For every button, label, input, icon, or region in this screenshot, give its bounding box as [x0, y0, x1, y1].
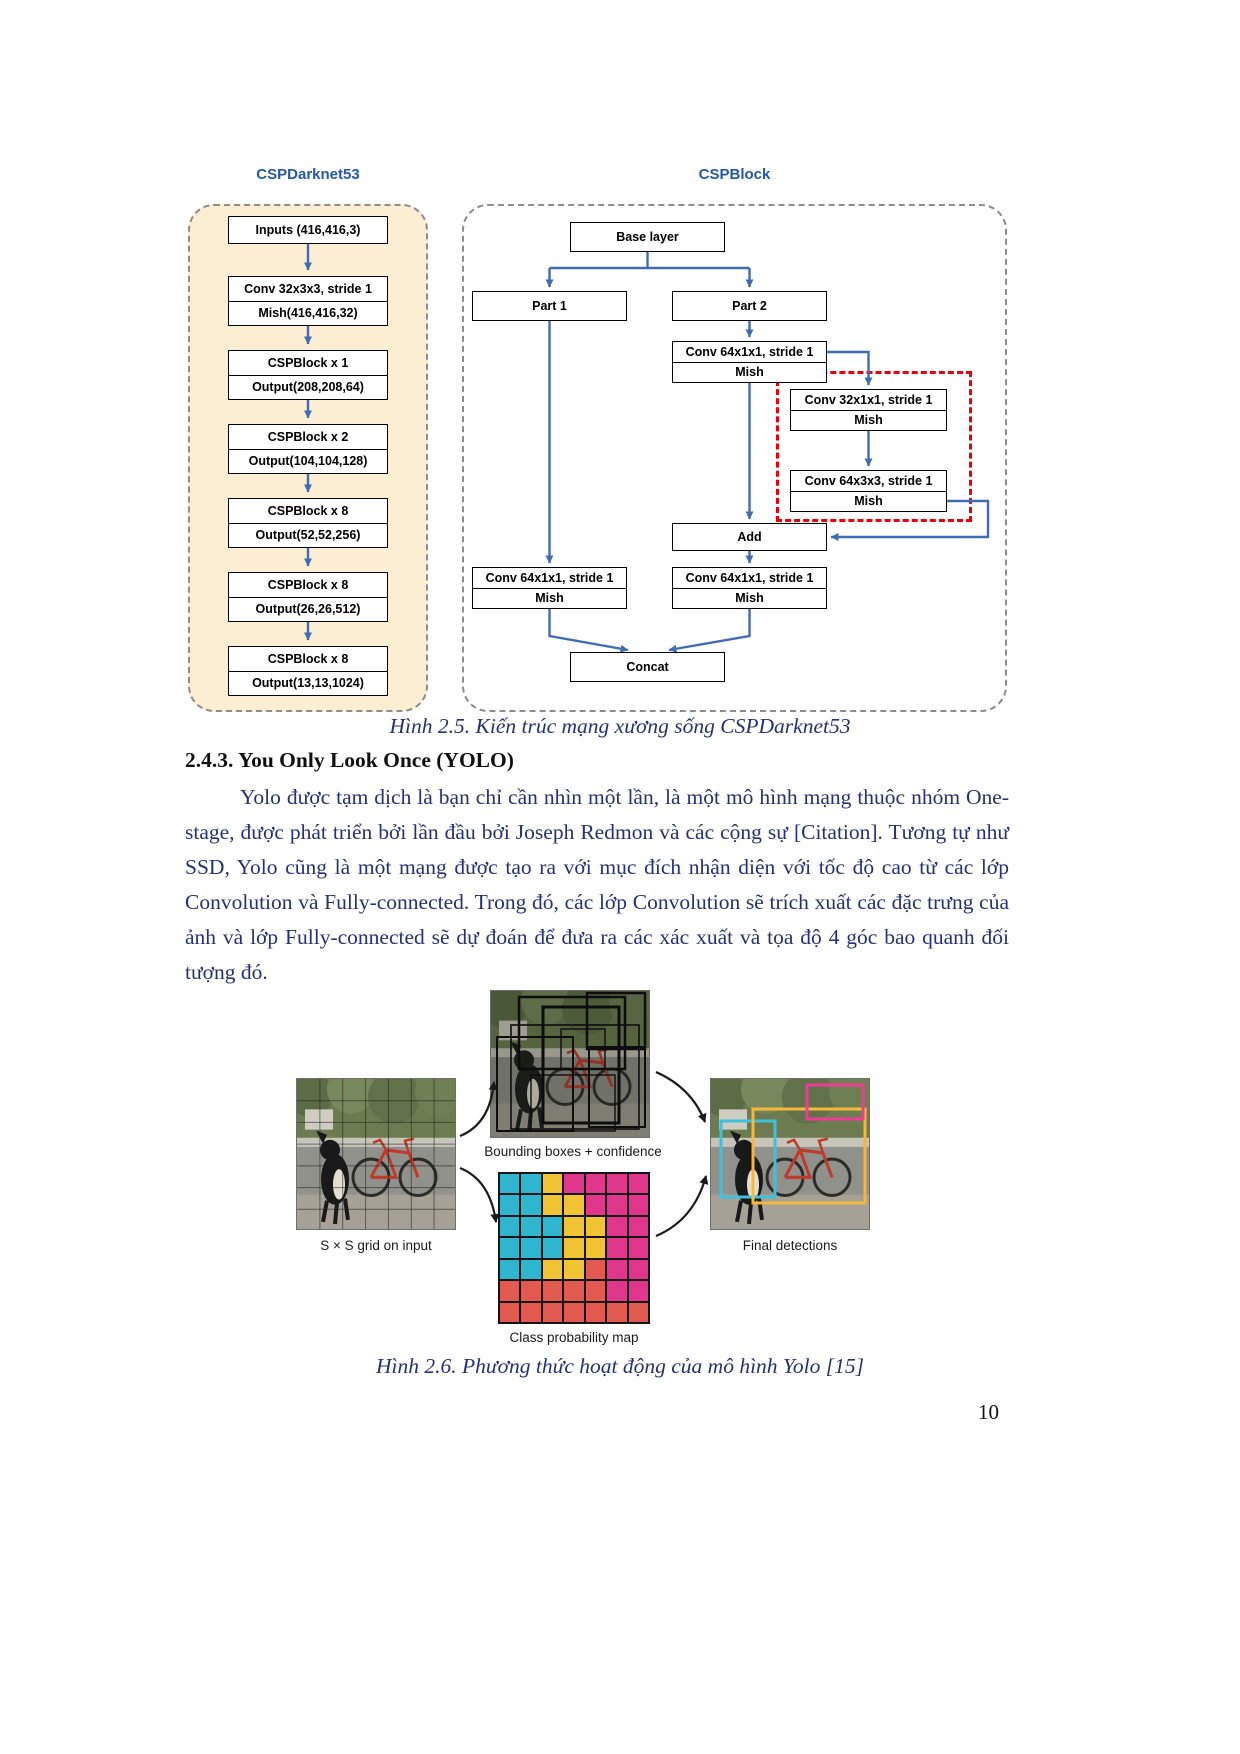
class-cell	[629, 1238, 648, 1257]
node-cspblock-1	[228, 350, 388, 400]
node-label: Base layer	[616, 230, 679, 244]
class-cell	[629, 1281, 648, 1300]
bounding-boxes-image	[490, 990, 650, 1138]
node-label: Mish	[791, 410, 946, 431]
node-label: Inputs (416,416,3)	[255, 223, 361, 237]
cspblock-title: CSPBlock	[698, 166, 771, 183]
node-label: Add	[737, 530, 762, 544]
class-cell	[586, 1195, 605, 1214]
class-cell	[543, 1174, 562, 1193]
node-label: Output(208,208,64)	[229, 375, 387, 400]
body-paragraph: Yolo được tạm dịch là bạn chỉ cần nhìn một lần, là một mô hình mạng thuộc nhóm One-stage, được phát triển bởi lần đầu bởi Joseph Redmon và các cộng sự [Citation]. Tương tự như SSD, Yolo cũng là một mạng được tạo ra với mục đích nhận diện với tốc độ cao từ các lớp Convolution và Fully-connected. Trong đó, các lớp Convolution sẽ trích xuất các đặc trưng của ảnh và lớp Fully-connected sẽ dự đoán để đưa ra các xác xuất và tọa độ 4 góc bao quanh đối tượng đó.	[185, 785, 1009, 984]
node-conv-in	[672, 341, 827, 383]
class-cell	[564, 1281, 583, 1300]
class-cell	[629, 1174, 648, 1193]
class-cell	[607, 1303, 626, 1322]
node-label: Concat	[626, 660, 669, 674]
class-cell	[607, 1174, 626, 1193]
class-cell	[521, 1195, 540, 1214]
cspdarknet53-title: CSPDarknet53	[256, 166, 360, 183]
node-label: Part 1	[532, 299, 567, 313]
node-cspblock-8a	[228, 498, 388, 548]
class-cell	[564, 1303, 583, 1322]
class-cell	[629, 1217, 648, 1236]
node-conv-left	[472, 567, 627, 609]
node-label: CSPBlock x 1	[267, 355, 349, 370]
node-label: CSPBlock x 8	[267, 651, 349, 666]
node-label: CSPBlock x 8	[267, 577, 349, 592]
class-cell	[500, 1174, 519, 1193]
class-cell	[543, 1238, 562, 1257]
class-cell	[607, 1217, 626, 1236]
node-label: Conv 64x3x3, stride 1	[804, 473, 933, 488]
photo-dog-bike-detections	[711, 1079, 870, 1230]
class-cell	[521, 1281, 540, 1300]
class-cell	[586, 1238, 605, 1257]
class-cell	[586, 1217, 605, 1236]
class-cell	[564, 1260, 583, 1279]
class-cell	[543, 1260, 562, 1279]
class-cell	[543, 1195, 562, 1214]
node-concat	[570, 652, 725, 682]
node-label: Conv 32x1x1, stride 1	[804, 392, 933, 407]
node-label: CSPBlock x 8	[267, 503, 349, 518]
class-cell	[543, 1281, 562, 1300]
class-cell	[629, 1260, 648, 1279]
page-number: 10	[978, 1400, 999, 1424]
node-label: Mish	[673, 362, 826, 383]
grid-input-label: S × S grid on input	[320, 1238, 432, 1253]
node-conv-mid2	[790, 470, 947, 512]
class-cell	[607, 1281, 626, 1300]
node-conv-mid1	[790, 389, 947, 431]
class-cell	[500, 1260, 519, 1279]
class-cell	[521, 1174, 540, 1193]
node-label: Output(13,13,1024)	[229, 671, 387, 696]
class-cell	[586, 1303, 605, 1322]
final-detections-label: Final detections	[742, 1238, 838, 1253]
class-cell	[586, 1174, 605, 1193]
figure-2-5-caption: Hình 2.5. Kiến trúc mạng xương sống CSPDarknet53	[389, 714, 851, 738]
class-cell	[521, 1217, 540, 1236]
class-cell	[586, 1260, 605, 1279]
node-label: CSPBlock x 2	[267, 429, 349, 444]
class-cell	[500, 1281, 519, 1300]
class-cell	[543, 1217, 562, 1236]
node-part2	[672, 291, 827, 321]
class-cell	[521, 1303, 540, 1322]
node-conv-stem	[228, 276, 388, 326]
final-detections-image	[710, 1078, 870, 1230]
class-cell	[607, 1260, 626, 1279]
photo-dog-bike-boxes	[491, 991, 650, 1138]
class-cell	[586, 1281, 605, 1300]
class-cell	[500, 1303, 519, 1322]
figure-2-6-caption: Hình 2.6. Phương thức hoạt động của mô hình Yolo [15]	[375, 1354, 865, 1378]
node-cspblock-8b	[228, 572, 388, 622]
node-label: Output(52,52,256)	[229, 523, 387, 548]
node-add	[672, 523, 827, 551]
node-label: Mish	[673, 588, 826, 609]
class-map-label: Class probability map	[509, 1330, 639, 1345]
class-cell	[500, 1238, 519, 1257]
class-cell	[500, 1217, 519, 1236]
class-cell	[564, 1195, 583, 1214]
node-cspblock-2	[228, 424, 388, 474]
node-cspblock-8c	[228, 646, 388, 696]
class-cell	[521, 1260, 540, 1279]
node-label: Conv 64x1x1, stride 1	[485, 570, 614, 585]
class-cell	[564, 1238, 583, 1257]
grid-input-image	[296, 1078, 456, 1230]
class-cell	[543, 1303, 562, 1322]
class-cell	[500, 1195, 519, 1214]
node-label: Mish	[473, 588, 626, 609]
node-label: Mish(416,416,32)	[229, 301, 387, 326]
class-cell	[607, 1195, 626, 1214]
class-cell	[564, 1217, 583, 1236]
node-label: Output(104,104,128)	[229, 449, 387, 474]
node-label: Conv 64x1x1, stride 1	[685, 570, 814, 585]
class-probability-grid	[498, 1172, 650, 1324]
class-cell	[564, 1174, 583, 1193]
node-label: Mish	[791, 491, 946, 512]
node-label: Output(26,26,512)	[229, 597, 387, 622]
node-part1	[472, 291, 627, 321]
photo-dog-bike-grid	[297, 1079, 456, 1230]
class-cell	[629, 1195, 648, 1214]
node-inputs	[228, 216, 388, 244]
node-label: Conv 64x1x1, stride 1	[685, 344, 814, 359]
class-cell	[521, 1238, 540, 1257]
node-label: Conv 32x3x3, stride 1	[244, 281, 372, 296]
bounding-boxes-label: Bounding boxes + confidence	[484, 1144, 662, 1159]
section-heading: 2.4.3. You Only Look Once (YOLO)	[185, 748, 514, 772]
node-base-layer	[570, 222, 725, 252]
node-label: Part 2	[732, 299, 767, 313]
class-cell	[607, 1238, 626, 1257]
class-cell	[629, 1303, 648, 1322]
node-conv-right	[672, 567, 827, 609]
